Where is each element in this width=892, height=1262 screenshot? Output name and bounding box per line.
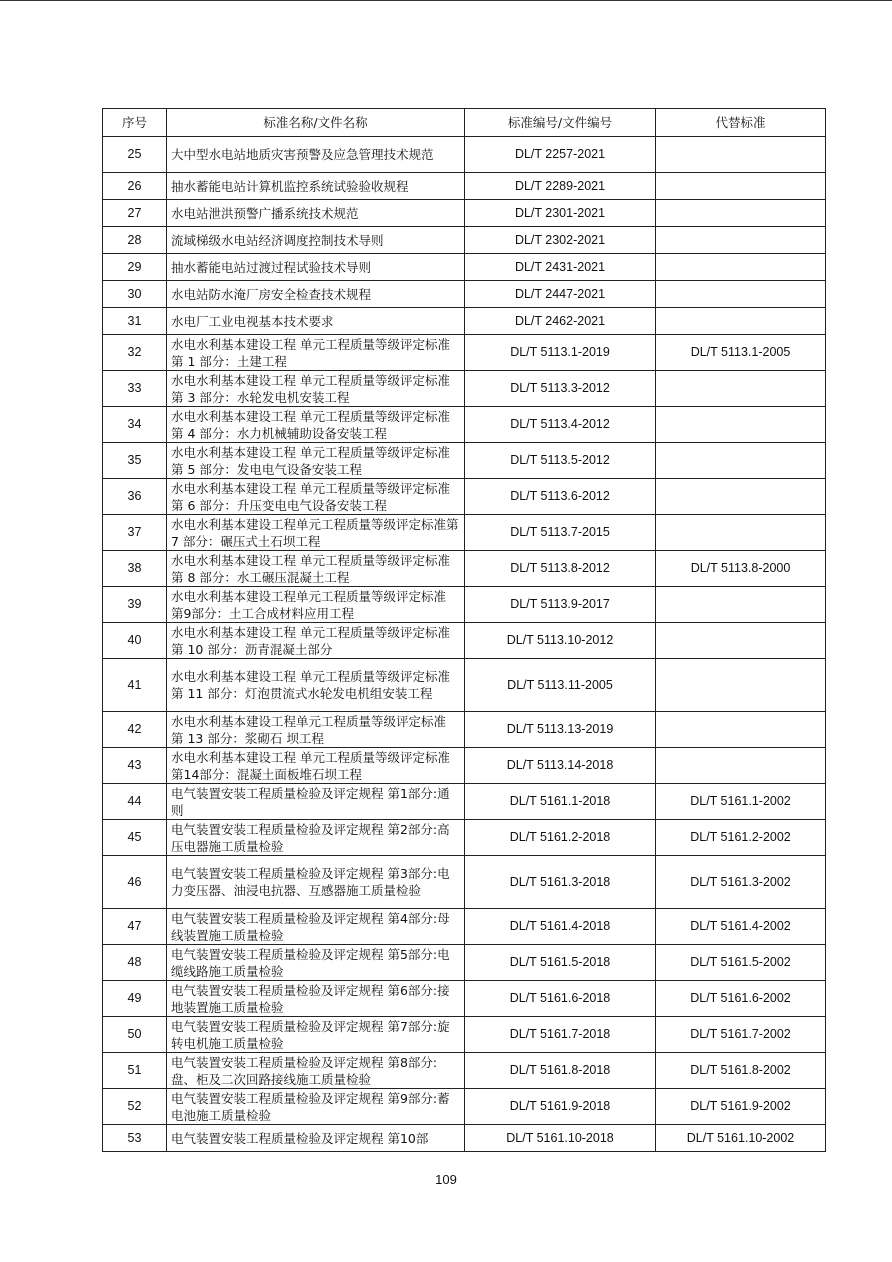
header-standard-name: 标准名称/文件名称 — [167, 109, 465, 137]
row-standard-code: DL/T 2257-2021 — [465, 137, 656, 173]
table-row — [103, 1089, 826, 1125]
row-standard-code: DL/T 2462-2021 — [465, 308, 656, 335]
row-standard-name: 水电水利基本建设工程 单元工程质量等级评定标准 第 1 部分：土建工程 — [167, 335, 465, 371]
row-replaced-standard — [656, 371, 826, 407]
header-replaced-standard: 代替标准 — [656, 109, 826, 137]
row-standard-code: DL/T 5161.2-2018 — [465, 820, 656, 856]
row-standard-name: 电气装置安装工程质量检验及评定规程 第7部分:旋转电机施工质量检验 — [167, 1017, 465, 1053]
row-serial-number: 25 — [103, 137, 167, 173]
row-replaced-standard: DL/T 5161.3-2002 — [656, 856, 826, 909]
row-replaced-standard — [656, 308, 826, 335]
row-standard-code: DL/T 5161.6-2018 — [465, 981, 656, 1017]
row-standard-code: DL/T 5113.10-2012 — [465, 623, 656, 659]
row-replaced-standard — [656, 200, 826, 227]
row-standard-code: DL/T 5113.6-2012 — [465, 479, 656, 515]
header-standard-code: 标准编号/文件编号 — [465, 109, 656, 137]
table-row — [103, 407, 826, 443]
row-serial-number: 28 — [103, 227, 167, 254]
row-standard-code: DL/T 5113.13-2019 — [465, 712, 656, 748]
row-standard-name: 电气装置安装工程质量检验及评定规程 第9部分:蓄电池施工质量检验 — [167, 1089, 465, 1125]
row-standard-code: DL/T 2301-2021 — [465, 200, 656, 227]
row-replaced-standard: DL/T 5161.2-2002 — [656, 820, 826, 856]
row-replaced-standard — [656, 227, 826, 254]
row-serial-number: 31 — [103, 308, 167, 335]
table-row — [103, 945, 826, 981]
table-body — [103, 137, 826, 1152]
row-serial-number: 36 — [103, 479, 167, 515]
table-row — [103, 856, 826, 909]
row-serial-number: 39 — [103, 587, 167, 623]
standards-table — [102, 108, 826, 1152]
table-row — [103, 335, 826, 371]
table-row — [103, 254, 826, 281]
row-standard-code: DL/T 5113.8-2012 — [465, 551, 656, 587]
row-replaced-standard — [656, 443, 826, 479]
row-serial-number: 32 — [103, 335, 167, 371]
table-row — [103, 308, 826, 335]
row-standard-name: 水电水利基本建设工程 单元工程质量等级评定标准 第 8 部分：水工碾压混凝土工程 — [167, 551, 465, 587]
row-standard-code: DL/T 5161.7-2018 — [465, 1017, 656, 1053]
row-serial-number: 38 — [103, 551, 167, 587]
row-standard-name: 水电水利基本建设工程单元工程质量等级评定标准第 7 部分：碾压式土石坝工程 — [167, 515, 465, 551]
row-replaced-standard — [656, 137, 826, 173]
row-serial-number: 52 — [103, 1089, 167, 1125]
row-replaced-standard: DL/T 5161.5-2002 — [656, 945, 826, 981]
row-replaced-standard — [656, 407, 826, 443]
row-standard-name: 水电水利基本建设工程 单元工程质量等级评定标准 第 3 部分：水轮发电机安装工程 — [167, 371, 465, 407]
row-standard-name: 电气装置安装工程质量检验及评定规程 第8部分:盘、柜及二次回路接线施工质量检验 — [167, 1053, 465, 1089]
table-row — [103, 227, 826, 254]
row-replaced-standard — [656, 173, 826, 200]
row-standard-code: DL/T 5113.9-2017 — [465, 587, 656, 623]
row-standard-code: DL/T 5161.9-2018 — [465, 1089, 656, 1125]
row-replaced-standard: DL/T 5161.9-2002 — [656, 1089, 826, 1125]
row-standard-name: 水电水利基本建设工程 单元工程质量等级评定标准 第 4 部分：水力机械辅助设备安装工程 — [167, 407, 465, 443]
row-replaced-standard — [656, 587, 826, 623]
row-standard-name: 电气装置安装工程质量检验及评定规程 第4部分:母线装置施工质量检验 — [167, 909, 465, 945]
table-row — [103, 909, 826, 945]
row-serial-number: 46 — [103, 856, 167, 909]
row-standard-name: 抽水蓄能电站过渡过程试验技术导则 — [167, 254, 465, 281]
row-replaced-standard: DL/T 5161.6-2002 — [656, 981, 826, 1017]
row-replaced-standard: DL/T 5113.8-2000 — [656, 551, 826, 587]
row-standard-name: 电气装置安装工程质量检验及评定规程 第10部 — [167, 1125, 465, 1152]
table-row — [103, 551, 826, 587]
row-standard-name: 抽水蓄能电站计算机监控系统试验验收规程 — [167, 173, 465, 200]
row-replaced-standard: DL/T 5161.8-2002 — [656, 1053, 826, 1089]
row-standard-code: DL/T 2289-2021 — [465, 173, 656, 200]
row-standard-code: DL/T 5161.10-2018 — [465, 1125, 656, 1152]
row-standard-name: 电气装置安装工程质量检验及评定规程 第2部分:高压电器施工质量检验 — [167, 820, 465, 856]
row-standard-code: DL/T 5113.3-2012 — [465, 371, 656, 407]
row-standard-code: DL/T 5113.1-2019 — [465, 335, 656, 371]
top-border-line — [0, 0, 892, 1]
row-standard-name: 水电水利基本建设工程 单元工程质量等级评定标准 第 6 部分：升压变电电气设备安装工程 — [167, 479, 465, 515]
row-serial-number: 37 — [103, 515, 167, 551]
table-row — [103, 820, 826, 856]
row-standard-name: 水电厂工业电视基本技术要求 — [167, 308, 465, 335]
row-serial-number: 44 — [103, 784, 167, 820]
row-serial-number: 48 — [103, 945, 167, 981]
row-standard-name: 大中型水电站地质灾害预警及应急管理技术规范 — [167, 137, 465, 173]
row-serial-number: 27 — [103, 200, 167, 227]
row-standard-code: DL/T 5113.4-2012 — [465, 407, 656, 443]
row-serial-number: 40 — [103, 623, 167, 659]
page-number: 109 — [435, 1172, 457, 1187]
row-standard-code: DL/T 5161.4-2018 — [465, 909, 656, 945]
row-replaced-standard: DL/T 5113.1-2005 — [656, 335, 826, 371]
table-row — [103, 515, 826, 551]
row-standard-code: DL/T 5161.3-2018 — [465, 856, 656, 909]
table-row — [103, 200, 826, 227]
row-standard-name: 水电站防水淹厂房安全检查技术规程 — [167, 281, 465, 308]
row-standard-name: 电气装置安装工程质量检验及评定规程 第6部分:接地装置施工质量检验 — [167, 981, 465, 1017]
row-standard-code: DL/T 5161.8-2018 — [465, 1053, 656, 1089]
row-standard-code: DL/T 5113.7-2015 — [465, 515, 656, 551]
row-replaced-standard: DL/T 5161.7-2002 — [656, 1017, 826, 1053]
table-row — [103, 981, 826, 1017]
row-serial-number: 26 — [103, 173, 167, 200]
row-standard-name: 水电水利基本建设工程单元工程质量等级评定标准 第9部分：土工合成材料应用工程 — [167, 587, 465, 623]
table-row — [103, 712, 826, 748]
row-standard-name: 电气装置安装工程质量检验及评定规程 第5部分:电缆线路施工质量检验 — [167, 945, 465, 981]
table-row — [103, 659, 826, 712]
row-standard-name: 水电水利基本建设工程 单元工程质量等级评定标准 第 5 部分：发电电气设备安装工程 — [167, 443, 465, 479]
row-serial-number: 50 — [103, 1017, 167, 1053]
row-serial-number: 47 — [103, 909, 167, 945]
row-serial-number: 43 — [103, 748, 167, 784]
header-serial-number: 序号 — [103, 109, 167, 137]
table-header-row — [103, 109, 826, 137]
row-serial-number: 49 — [103, 981, 167, 1017]
row-replaced-standard: DL/T 5161.10-2002 — [656, 1125, 826, 1152]
row-replaced-standard — [656, 659, 826, 712]
row-serial-number: 41 — [103, 659, 167, 712]
row-replaced-standard — [656, 254, 826, 281]
row-serial-number: 45 — [103, 820, 167, 856]
row-standard-name: 流域梯级水电站经济调度控制技术导则 — [167, 227, 465, 254]
table-row — [103, 443, 826, 479]
row-replaced-standard — [656, 515, 826, 551]
row-standard-code: DL/T 2447-2021 — [465, 281, 656, 308]
row-replaced-standard — [656, 281, 826, 308]
table-row — [103, 784, 826, 820]
table-row — [103, 748, 826, 784]
row-standard-code: DL/T 5161.1-2018 — [465, 784, 656, 820]
row-serial-number: 30 — [103, 281, 167, 308]
row-replaced-standard — [656, 623, 826, 659]
row-standard-name: 电气装置安装工程质量检验及评定规程 第3部分:电力变压器、油浸电抗器、互感器施工质量检验 — [167, 856, 465, 909]
row-standard-name: 水电站泄洪预警广播系统技术规范 — [167, 200, 465, 227]
row-replaced-standard: DL/T 5161.1-2002 — [656, 784, 826, 820]
table-row — [103, 173, 826, 200]
row-standard-code: DL/T 2302-2021 — [465, 227, 656, 254]
row-serial-number: 34 — [103, 407, 167, 443]
row-serial-number: 35 — [103, 443, 167, 479]
table-row — [103, 587, 826, 623]
row-replaced-standard — [656, 712, 826, 748]
row-standard-code: DL/T 5161.5-2018 — [465, 945, 656, 981]
row-standard-name: 电气装置安装工程质量检验及评定规程 第1部分:通则 — [167, 784, 465, 820]
row-serial-number: 51 — [103, 1053, 167, 1089]
table-row — [103, 137, 826, 173]
table-row — [103, 623, 826, 659]
table-row — [103, 1125, 826, 1152]
row-standard-name: 水电水利基本建设工程 单元工程质量等级评定标准 第 10 部分：沥青混凝土部分 — [167, 623, 465, 659]
row-standard-code: DL/T 5113.14-2018 — [465, 748, 656, 784]
table-row — [103, 281, 826, 308]
row-standard-name: 水电水利基本建设工程 单元工程质量等级评定标准 第 11 部分：灯泡贯流式水轮发电机组安装工程 — [167, 659, 465, 712]
row-standard-code: DL/T 5113.11-2005 — [465, 659, 656, 712]
row-replaced-standard — [656, 748, 826, 784]
row-standard-code: DL/T 5113.5-2012 — [465, 443, 656, 479]
row-serial-number: 42 — [103, 712, 167, 748]
row-standard-name: 水电水利基本建设工程单元工程质量等级评定标准 第 13 部分：浆砌石 坝工程 — [167, 712, 465, 748]
row-standard-name: 水电水利基本建设工程 单元工程质量等级评定标准 第14部分：混凝土面板堆石坝工程 — [167, 748, 465, 784]
row-serial-number: 33 — [103, 371, 167, 407]
row-replaced-standard — [656, 479, 826, 515]
row-standard-code: DL/T 2431-2021 — [465, 254, 656, 281]
table-row — [103, 1017, 826, 1053]
row-serial-number: 53 — [103, 1125, 167, 1152]
table-row — [103, 479, 826, 515]
table-row — [103, 1053, 826, 1089]
row-replaced-standard: DL/T 5161.4-2002 — [656, 909, 826, 945]
table-row — [103, 371, 826, 407]
row-serial-number: 29 — [103, 254, 167, 281]
